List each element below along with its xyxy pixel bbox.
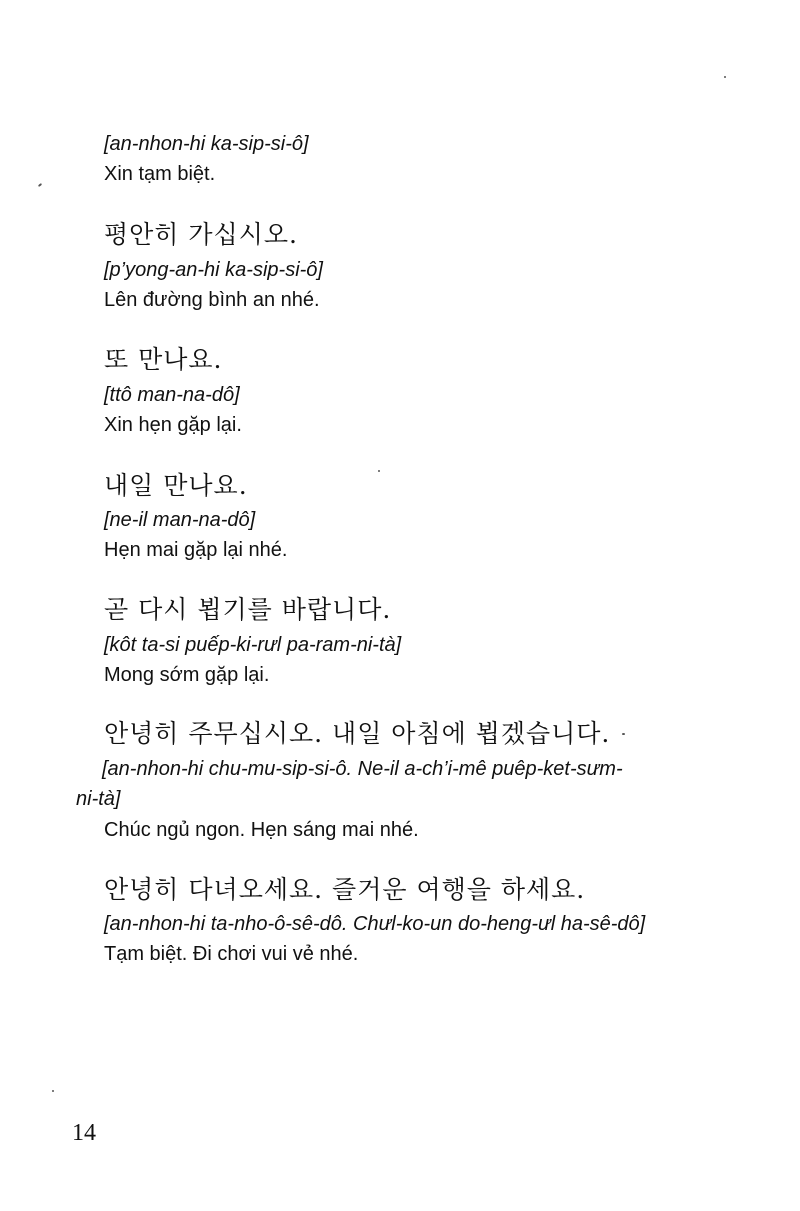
romanization-2: [p’yong-an-hi ka-sip-si-ô] (104, 259, 323, 281)
korean-phrase-3: 또 만나요. (104, 345, 223, 374)
scan-speck (38, 183, 42, 187)
scan-speck (724, 76, 726, 78)
korean-phrase-2: 평안히 가십시오. (104, 220, 298, 249)
scan-speck (52, 1090, 54, 1092)
korean-phrase-6: 안녕히 주무십시오. 내일 아침에 뵙겠습니다. (104, 719, 611, 748)
meaning-4: Hẹn mai gặp lại nhé. (104, 539, 288, 561)
romanization-1: [an-nhon-hi ka-sip-si-ô] (104, 133, 309, 155)
meaning-3: Xin hẹn gặp lại. (104, 414, 242, 436)
scan-speck (378, 470, 380, 472)
romanization-7: [an-nhon-hi ta-nho-ô-sê-dô. Chưl-ko-un do-heng-ưl ha-sê-dô] (104, 913, 646, 935)
korean-phrase-5: 곧 다시 뵙기를 바랍니다. (104, 595, 392, 624)
scan-speck (622, 733, 625, 735)
romanization-4: [ne-il man-na-dô] (104, 509, 256, 531)
meaning-7: Tạm biệt. Đi chơi vui vẻ nhé. (104, 943, 359, 965)
meaning-5: Mong sớm gặp lại. (104, 664, 270, 686)
korean-phrase-4: 내일 만나요. (104, 471, 248, 500)
korean-phrase-7: 안녕히 다녀오세요. 즐거운 여행을 하세요. (104, 875, 586, 904)
romanization-6-line-2: ni-tà] (76, 788, 121, 810)
romanization-3: [ttô man-na-dô] (104, 384, 240, 406)
romanization-5: [kôt ta-si puếp-ki-rưl pa-ram-ni-tà] (104, 634, 402, 656)
page-number: 14 (72, 1120, 96, 1146)
meaning-6: Chúc ngủ ngon. Hẹn sáng mai nhé. (104, 819, 419, 841)
meaning-2: Lên đường bình an nhé. (104, 289, 320, 311)
romanization-6-line-1: [an-nhon-hi chu-mu-sip-si-ô. Ne-il a-ch’i-mê puêp-ket-sưm- (102, 758, 623, 780)
meaning-1: Xin tạm biệt. (104, 163, 216, 185)
